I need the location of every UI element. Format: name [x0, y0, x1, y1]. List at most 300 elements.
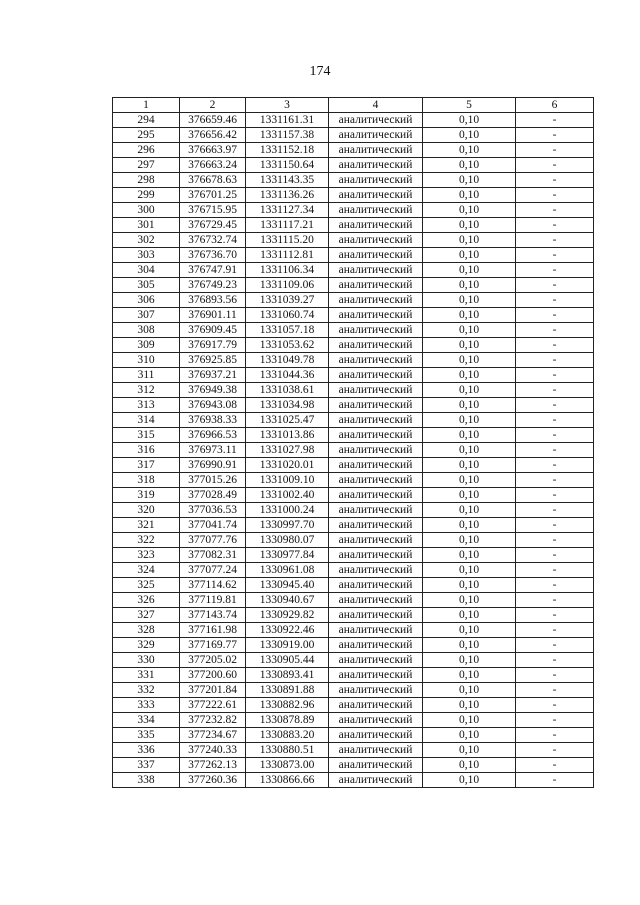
header-cell-6: 6: [516, 98, 594, 113]
point-number-cell: 306: [113, 293, 180, 308]
accuracy-cell: 0,10: [423, 488, 516, 503]
point-number-cell: 330: [113, 653, 180, 668]
method-cell: аналитический: [329, 503, 423, 518]
y-coordinate-cell: 1330997.70: [246, 518, 329, 533]
note-cell: -: [516, 188, 594, 203]
x-coordinate-cell: 377201.84: [180, 683, 246, 698]
accuracy-cell: 0,10: [423, 668, 516, 683]
point-number-cell: 326: [113, 593, 180, 608]
method-cell: аналитический: [329, 263, 423, 278]
method-cell: аналитический: [329, 338, 423, 353]
note-cell: -: [516, 173, 594, 188]
point-number-cell: 325: [113, 578, 180, 593]
point-number-cell: 338: [113, 773, 180, 788]
header-cell-2: 2: [180, 98, 246, 113]
accuracy-cell: 0,10: [423, 773, 516, 788]
table-row: [113, 128, 594, 143]
y-coordinate-cell: 1331025.47: [246, 413, 329, 428]
table-row: [113, 458, 594, 473]
accuracy-cell: 0,10: [423, 158, 516, 173]
y-coordinate-cell: 1330866.66: [246, 773, 329, 788]
x-coordinate-cell: 377240.33: [180, 743, 246, 758]
point-number-cell: 304: [113, 263, 180, 278]
y-coordinate-cell: 1331152.18: [246, 143, 329, 158]
point-number-cell: 300: [113, 203, 180, 218]
accuracy-cell: 0,10: [423, 413, 516, 428]
note-cell: -: [516, 113, 594, 128]
x-coordinate-cell: 376893.56: [180, 293, 246, 308]
note-cell: -: [516, 398, 594, 413]
x-coordinate-cell: 376656.42: [180, 128, 246, 143]
accuracy-cell: 0,10: [423, 653, 516, 668]
accuracy-cell: 0,10: [423, 338, 516, 353]
point-number-cell: 305: [113, 278, 180, 293]
point-number-cell: 297: [113, 158, 180, 173]
point-number-cell: 332: [113, 683, 180, 698]
table-row: [113, 143, 594, 158]
accuracy-cell: 0,10: [423, 563, 516, 578]
table-row: [113, 623, 594, 638]
note-cell: -: [516, 293, 594, 308]
method-cell: аналитический: [329, 203, 423, 218]
note-cell: -: [516, 323, 594, 338]
method-cell: аналитический: [329, 323, 423, 338]
coordinates-table: [112, 97, 594, 788]
point-number-cell: 316: [113, 443, 180, 458]
header-cell-1: 1: [113, 98, 180, 113]
method-cell: аналитический: [329, 143, 423, 158]
y-coordinate-cell: 1331136.26: [246, 188, 329, 203]
header-cell-3: 3: [246, 98, 329, 113]
method-cell: аналитический: [329, 443, 423, 458]
table-row: [113, 173, 594, 188]
x-coordinate-cell: 376917.79: [180, 338, 246, 353]
point-number-cell: 331: [113, 668, 180, 683]
table-row: [113, 608, 594, 623]
note-cell: -: [516, 473, 594, 488]
point-number-cell: 298: [113, 173, 180, 188]
header-cell-4: 4: [329, 98, 423, 113]
y-coordinate-cell: 1330878.89: [246, 713, 329, 728]
note-cell: -: [516, 773, 594, 788]
x-coordinate-cell: 376663.24: [180, 158, 246, 173]
x-coordinate-cell: 376909.45: [180, 323, 246, 338]
method-cell: аналитический: [329, 473, 423, 488]
point-number-cell: 321: [113, 518, 180, 533]
y-coordinate-cell: 1330929.82: [246, 608, 329, 623]
note-cell: -: [516, 518, 594, 533]
accuracy-cell: 0,10: [423, 353, 516, 368]
y-coordinate-cell: 1331039.27: [246, 293, 329, 308]
note-cell: -: [516, 758, 594, 773]
table-row: [113, 518, 594, 533]
x-coordinate-cell: 377260.36: [180, 773, 246, 788]
x-coordinate-cell: 377077.76: [180, 533, 246, 548]
table-row: [113, 278, 594, 293]
x-coordinate-cell: 376966.53: [180, 428, 246, 443]
x-coordinate-cell: 377262.13: [180, 758, 246, 773]
method-cell: аналитический: [329, 488, 423, 503]
point-number-cell: 327: [113, 608, 180, 623]
y-coordinate-cell: 1330880.51: [246, 743, 329, 758]
point-number-cell: 310: [113, 353, 180, 368]
y-coordinate-cell: 1331027.98: [246, 443, 329, 458]
accuracy-cell: 0,10: [423, 578, 516, 593]
point-number-cell: 337: [113, 758, 180, 773]
x-coordinate-cell: 377082.31: [180, 548, 246, 563]
table-header: [113, 98, 594, 113]
method-cell: аналитический: [329, 773, 423, 788]
note-cell: -: [516, 683, 594, 698]
y-coordinate-cell: 1331143.35: [246, 173, 329, 188]
x-coordinate-cell: 376659.46: [180, 113, 246, 128]
note-cell: -: [516, 668, 594, 683]
accuracy-cell: 0,10: [423, 713, 516, 728]
table-row: [113, 668, 594, 683]
accuracy-cell: 0,10: [423, 248, 516, 263]
method-cell: аналитический: [329, 248, 423, 263]
accuracy-cell: 0,10: [423, 428, 516, 443]
method-cell: аналитический: [329, 518, 423, 533]
point-number-cell: 335: [113, 728, 180, 743]
accuracy-cell: 0,10: [423, 128, 516, 143]
x-coordinate-cell: 376747.91: [180, 263, 246, 278]
method-cell: аналитический: [329, 158, 423, 173]
x-coordinate-cell: 376701.25: [180, 188, 246, 203]
table-row: [113, 698, 594, 713]
method-cell: аналитический: [329, 173, 423, 188]
point-number-cell: 309: [113, 338, 180, 353]
note-cell: -: [516, 638, 594, 653]
point-number-cell: 318: [113, 473, 180, 488]
note-cell: -: [516, 698, 594, 713]
accuracy-cell: 0,10: [423, 593, 516, 608]
point-number-cell: 324: [113, 563, 180, 578]
x-coordinate-cell: 376943.08: [180, 398, 246, 413]
point-number-cell: 314: [113, 413, 180, 428]
y-coordinate-cell: 1331060.74: [246, 308, 329, 323]
accuracy-cell: 0,10: [423, 233, 516, 248]
x-coordinate-cell: 377222.61: [180, 698, 246, 713]
point-number-cell: 311: [113, 368, 180, 383]
accuracy-cell: 0,10: [423, 743, 516, 758]
method-cell: аналитический: [329, 683, 423, 698]
point-number-cell: 296: [113, 143, 180, 158]
point-number-cell: 312: [113, 383, 180, 398]
method-cell: аналитический: [329, 278, 423, 293]
note-cell: -: [516, 713, 594, 728]
note-cell: -: [516, 548, 594, 563]
note-cell: -: [516, 653, 594, 668]
x-coordinate-cell: 377114.62: [180, 578, 246, 593]
header-row: [113, 98, 594, 113]
point-number-cell: 333: [113, 698, 180, 713]
table-row: [113, 188, 594, 203]
x-coordinate-cell: 376732.74: [180, 233, 246, 248]
table-row: [113, 548, 594, 563]
y-coordinate-cell: 1331106.34: [246, 263, 329, 278]
y-coordinate-cell: 1330873.00: [246, 758, 329, 773]
note-cell: -: [516, 308, 594, 323]
y-coordinate-cell: 1331044.36: [246, 368, 329, 383]
accuracy-cell: 0,10: [423, 368, 516, 383]
note-cell: -: [516, 143, 594, 158]
point-number-cell: 301: [113, 218, 180, 233]
point-number-cell: 334: [113, 713, 180, 728]
accuracy-cell: 0,10: [423, 113, 516, 128]
method-cell: аналитический: [329, 368, 423, 383]
y-coordinate-cell: 1331117.21: [246, 218, 329, 233]
table-row: [113, 308, 594, 323]
method-cell: аналитический: [329, 188, 423, 203]
accuracy-cell: 0,10: [423, 623, 516, 638]
point-number-cell: 302: [113, 233, 180, 248]
table-row: [113, 428, 594, 443]
x-coordinate-cell: 377119.81: [180, 593, 246, 608]
accuracy-cell: 0,10: [423, 698, 516, 713]
point-number-cell: 319: [113, 488, 180, 503]
accuracy-cell: 0,10: [423, 293, 516, 308]
y-coordinate-cell: 1330883.20: [246, 728, 329, 743]
accuracy-cell: 0,10: [423, 398, 516, 413]
y-coordinate-cell: 1331127.34: [246, 203, 329, 218]
accuracy-cell: 0,10: [423, 143, 516, 158]
table-row: [113, 578, 594, 593]
note-cell: -: [516, 593, 594, 608]
point-number-cell: 329: [113, 638, 180, 653]
point-number-cell: 307: [113, 308, 180, 323]
table-row: [113, 353, 594, 368]
x-coordinate-cell: 376749.23: [180, 278, 246, 293]
x-coordinate-cell: 377077.24: [180, 563, 246, 578]
note-cell: -: [516, 578, 594, 593]
note-cell: -: [516, 203, 594, 218]
method-cell: аналитический: [329, 458, 423, 473]
accuracy-cell: 0,10: [423, 683, 516, 698]
method-cell: аналитический: [329, 668, 423, 683]
note-cell: -: [516, 458, 594, 473]
accuracy-cell: 0,10: [423, 173, 516, 188]
note-cell: -: [516, 158, 594, 173]
accuracy-cell: 0,10: [423, 608, 516, 623]
x-coordinate-cell: 377015.26: [180, 473, 246, 488]
x-coordinate-cell: 376715.95: [180, 203, 246, 218]
table-row: [113, 743, 594, 758]
accuracy-cell: 0,10: [423, 548, 516, 563]
table-row: [113, 638, 594, 653]
method-cell: аналитический: [329, 353, 423, 368]
point-number-cell: 303: [113, 248, 180, 263]
method-cell: аналитический: [329, 293, 423, 308]
x-coordinate-cell: 376938.33: [180, 413, 246, 428]
table-row: [113, 473, 594, 488]
note-cell: -: [516, 218, 594, 233]
x-coordinate-cell: 377028.49: [180, 488, 246, 503]
table-row: [113, 203, 594, 218]
table-row: [113, 233, 594, 248]
accuracy-cell: 0,10: [423, 518, 516, 533]
note-cell: -: [516, 128, 594, 143]
point-number-cell: 323: [113, 548, 180, 563]
y-coordinate-cell: 1330905.44: [246, 653, 329, 668]
accuracy-cell: 0,10: [423, 473, 516, 488]
y-coordinate-cell: 1331034.98: [246, 398, 329, 413]
point-number-cell: 294: [113, 113, 180, 128]
y-coordinate-cell: 1330945.40: [246, 578, 329, 593]
point-number-cell: 308: [113, 323, 180, 338]
y-coordinate-cell: 1331112.81: [246, 248, 329, 263]
note-cell: -: [516, 248, 594, 263]
method-cell: аналитический: [329, 563, 423, 578]
y-coordinate-cell: 1330919.00: [246, 638, 329, 653]
y-coordinate-cell: 1331002.40: [246, 488, 329, 503]
note-cell: -: [516, 278, 594, 293]
y-coordinate-cell: 1330961.08: [246, 563, 329, 578]
note-cell: -: [516, 563, 594, 578]
point-number-cell: 295: [113, 128, 180, 143]
y-coordinate-cell: 1330977.84: [246, 548, 329, 563]
table-row: [113, 293, 594, 308]
method-cell: аналитический: [329, 728, 423, 743]
x-coordinate-cell: 377161.98: [180, 623, 246, 638]
method-cell: аналитический: [329, 308, 423, 323]
method-cell: аналитический: [329, 593, 423, 608]
note-cell: -: [516, 533, 594, 548]
note-cell: -: [516, 338, 594, 353]
method-cell: аналитический: [329, 548, 423, 563]
x-coordinate-cell: 376937.21: [180, 368, 246, 383]
header-cell-5: 5: [423, 98, 516, 113]
note-cell: -: [516, 503, 594, 518]
method-cell: аналитический: [329, 653, 423, 668]
table-row: [113, 683, 594, 698]
accuracy-cell: 0,10: [423, 758, 516, 773]
method-cell: аналитический: [329, 128, 423, 143]
accuracy-cell: 0,10: [423, 443, 516, 458]
accuracy-cell: 0,10: [423, 383, 516, 398]
table-body: [113, 113, 594, 788]
x-coordinate-cell: 376949.38: [180, 383, 246, 398]
y-coordinate-cell: 1331150.64: [246, 158, 329, 173]
method-cell: аналитический: [329, 533, 423, 548]
y-coordinate-cell: 1331038.61: [246, 383, 329, 398]
table-row: [113, 563, 594, 578]
table-row: [113, 323, 594, 338]
y-coordinate-cell: 1331020.01: [246, 458, 329, 473]
table-row: [113, 248, 594, 263]
point-number-cell: 322: [113, 533, 180, 548]
x-coordinate-cell: 376663.97: [180, 143, 246, 158]
y-coordinate-cell: 1331057.18: [246, 323, 329, 338]
y-coordinate-cell: 1331161.31: [246, 113, 329, 128]
y-coordinate-cell: 1330893.41: [246, 668, 329, 683]
method-cell: аналитический: [329, 233, 423, 248]
y-coordinate-cell: 1330882.96: [246, 698, 329, 713]
x-coordinate-cell: 376990.91: [180, 458, 246, 473]
table-row: [113, 383, 594, 398]
y-coordinate-cell: 1330980.07: [246, 533, 329, 548]
accuracy-cell: 0,10: [423, 203, 516, 218]
note-cell: -: [516, 623, 594, 638]
accuracy-cell: 0,10: [423, 533, 516, 548]
table-row: [113, 368, 594, 383]
table-row: [113, 653, 594, 668]
table-row: [113, 263, 594, 278]
y-coordinate-cell: 1331157.38: [246, 128, 329, 143]
point-number-cell: 320: [113, 503, 180, 518]
method-cell: аналитический: [329, 698, 423, 713]
y-coordinate-cell: 1331000.24: [246, 503, 329, 518]
accuracy-cell: 0,10: [423, 263, 516, 278]
method-cell: аналитический: [329, 608, 423, 623]
accuracy-cell: 0,10: [423, 323, 516, 338]
table-row: [113, 338, 594, 353]
y-coordinate-cell: 1331013.86: [246, 428, 329, 443]
accuracy-cell: 0,10: [423, 458, 516, 473]
table-row: [113, 758, 594, 773]
x-coordinate-cell: 377041.74: [180, 518, 246, 533]
note-cell: -: [516, 383, 594, 398]
accuracy-cell: 0,10: [423, 188, 516, 203]
table-row: [113, 488, 594, 503]
note-cell: -: [516, 368, 594, 383]
point-number-cell: 328: [113, 623, 180, 638]
point-number-cell: 317: [113, 458, 180, 473]
table-row: [113, 713, 594, 728]
x-coordinate-cell: 377205.02: [180, 653, 246, 668]
note-cell: -: [516, 263, 594, 278]
table-row: [113, 218, 594, 233]
note-cell: -: [516, 743, 594, 758]
page-number: 174: [309, 64, 331, 79]
table-row: [113, 773, 594, 788]
table-row: [113, 503, 594, 518]
method-cell: аналитический: [329, 758, 423, 773]
table-row: [113, 533, 594, 548]
note-cell: -: [516, 233, 594, 248]
accuracy-cell: 0,10: [423, 728, 516, 743]
note-cell: -: [516, 608, 594, 623]
accuracy-cell: 0,10: [423, 218, 516, 233]
y-coordinate-cell: 1331053.62: [246, 338, 329, 353]
table-row: [113, 158, 594, 173]
accuracy-cell: 0,10: [423, 278, 516, 293]
table-row: [113, 113, 594, 128]
accuracy-cell: 0,10: [423, 503, 516, 518]
x-coordinate-cell: 377036.53: [180, 503, 246, 518]
table-row: [113, 593, 594, 608]
method-cell: аналитический: [329, 713, 423, 728]
y-coordinate-cell: 1331009.10: [246, 473, 329, 488]
method-cell: аналитический: [329, 383, 423, 398]
y-coordinate-cell: 1330922.46: [246, 623, 329, 638]
method-cell: аналитический: [329, 638, 423, 653]
method-cell: аналитический: [329, 623, 423, 638]
x-coordinate-cell: 376973.11: [180, 443, 246, 458]
method-cell: аналитический: [329, 218, 423, 233]
table-row: [113, 413, 594, 428]
y-coordinate-cell: 1330891.88: [246, 683, 329, 698]
x-coordinate-cell: 376736.70: [180, 248, 246, 263]
point-number-cell: 315: [113, 428, 180, 443]
method-cell: аналитический: [329, 578, 423, 593]
x-coordinate-cell: 377200.60: [180, 668, 246, 683]
note-cell: -: [516, 353, 594, 368]
table-row: [113, 728, 594, 743]
accuracy-cell: 0,10: [423, 638, 516, 653]
x-coordinate-cell: 376901.11: [180, 308, 246, 323]
method-cell: аналитический: [329, 428, 423, 443]
